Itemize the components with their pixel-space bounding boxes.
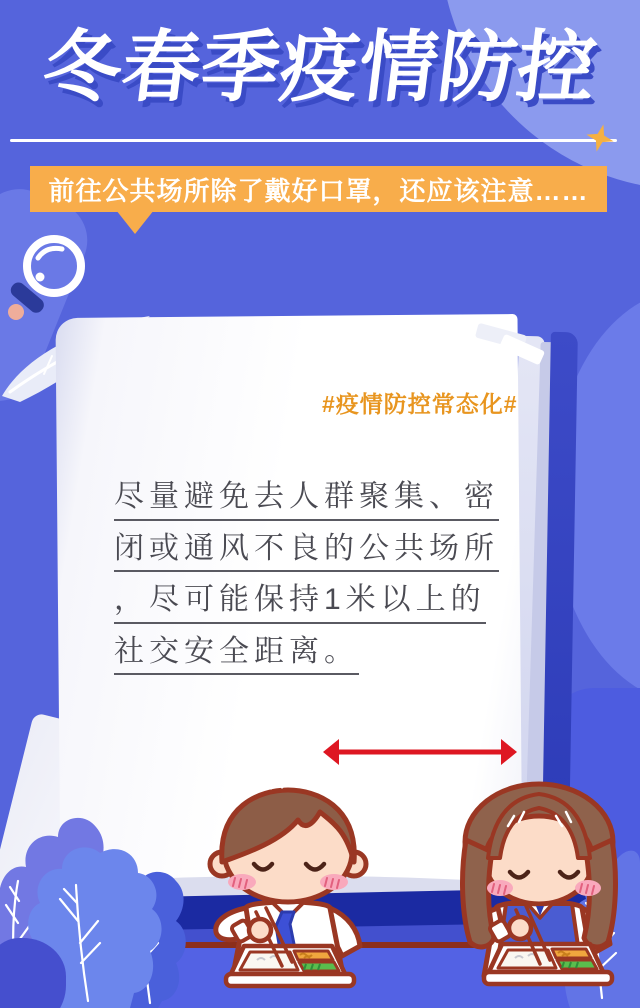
notebook-text-line: ，尽可能保持1米以上的 — [114, 581, 486, 624]
notebook-text-line: 尽量避免去人群聚集、密 — [114, 478, 499, 521]
hashtag-label: #疫情防控常态化# — [322, 391, 518, 417]
distance-arrow-icon — [322, 736, 518, 768]
subtitle-banner — [30, 166, 607, 212]
notebook-text-block — [114, 478, 514, 684]
title-divider-line — [10, 139, 617, 142]
boy-eating-illustration — [182, 780, 394, 1008]
notebook-text-line: 闭或通风不良的公共场所 — [114, 530, 499, 573]
girl-eating-illustration — [436, 776, 640, 1008]
page-title: 冬春季疫情防控 — [38, 23, 602, 111]
notebook-text-line: 社交安全距离。 — [114, 633, 359, 676]
subtitle-text: 前往公共场所除了戴好口罩，还应该注意…… — [48, 175, 589, 206]
